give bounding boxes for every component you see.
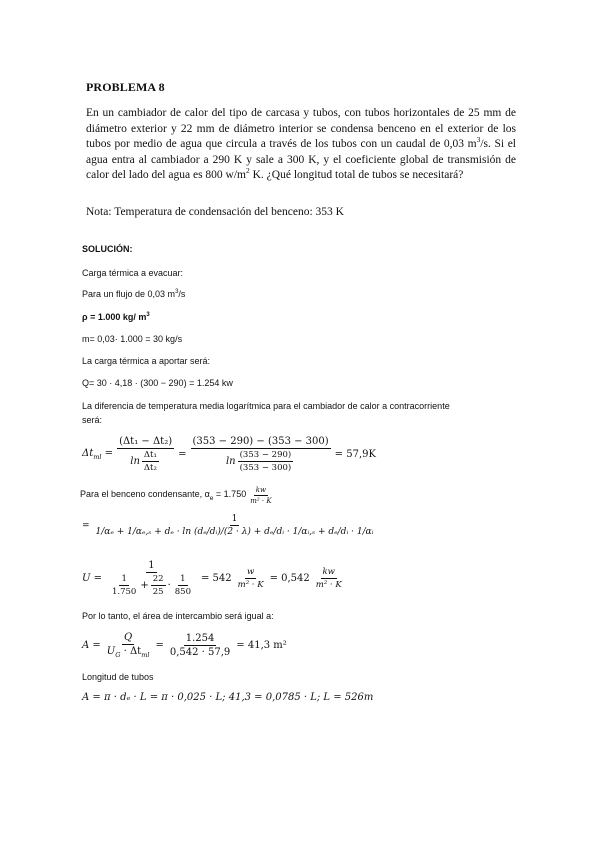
load-equation: Q= 30 · 4,18 · (300 − 290) = 1.254 kw	[82, 378, 233, 388]
area-result: = 41,3 m²	[236, 640, 287, 651]
flow-sup: 3	[175, 289, 179, 295]
problem-note: Nota: Temperatura de condensación del benceno: 353 K	[86, 206, 344, 218]
area-equation: A = $\frac{Q}{U_G \cdot \Delta t_{ml}}$ = $\frac{1.254}{0,542 \cdot 57,9}$ = 41,3 m²	[82, 632, 287, 659]
density-sup: 3	[146, 312, 150, 318]
lmtd-fraction-symbolic: (Δt₁ − Δt₂) ln $\frac{\text{Δt₁}}{\text{Δt₂}}$	[119, 436, 173, 473]
statement-text-3: K. ¿Qué longitud total de tubos se necesitará?	[249, 169, 464, 182]
area-fraction-symbolic: $\frac{Q}{U_G \cdot \Delta t_{ml}}$	[106, 632, 150, 659]
lmtd-lhs: $\Delta t_{ml}$ =	[82, 448, 114, 461]
area-intro: Por lo tanto, el área de intercambio será igual a:	[82, 611, 274, 621]
length-label: Longitud de tubos	[82, 672, 154, 682]
problem-title: PROBLEMA 8	[86, 80, 165, 94]
load-intro: La carga térmica a aportar será:	[82, 356, 211, 366]
flow-line	[82, 289, 185, 299]
u-calculation: U = 1 $\frac{1}{1.750}$ + $\frac{22}{25}$ · $\frac{1}{850}$ = 542 $\frac{w}{\text{m² · K}}$ = 0,542 $\frac{kw}{\text{m² · K}}$	[82, 560, 342, 597]
u-unit-w: $\frac{w}{\text{m² · K}}$	[237, 567, 264, 590]
benzene-unit: $\frac{kw}{\text{m² · K}}$	[250, 486, 272, 505]
density-line	[82, 312, 150, 322]
benzene-text: Para el benceno condensante, $\alpha_e = 1.750$	[80, 489, 247, 502]
statement-text-1: En un cambiador de calor del tipo de carcasa y tubos, con tubos horizontales de 25 mm de diámetro exterior y 22 mm de diámetro interior se condensa benceno en el exterior de los tubos por medio de agua que circula a través de los tubos con un caudal de 0,03 m	[86, 107, 516, 151]
problem-statement	[86, 106, 516, 184]
benzene-coefficient	[80, 486, 276, 505]
statement-sup-2: 2	[246, 166, 250, 176]
lmtd-intro-1: La diferencia de temperatura media logarítmica para el cambiador de calor a contracorriente	[82, 401, 450, 411]
density-text: ρ = 1.000 kg/ m	[82, 312, 147, 322]
lmtd-result: = 57,9K	[334, 449, 376, 460]
area-fraction-numeric: $\frac{1.254}{0,542 \cdot 57,9}$	[169, 633, 231, 658]
u-lhs: U =	[82, 573, 102, 584]
lmtd-intro-2: será:	[82, 415, 103, 425]
statement-sup-1: 3	[476, 135, 481, 145]
u-general-fraction: 1 1/αₑ + 1/αₑ,ₛ + dₑ · ln (dₑ/dᵢ)/(2 · λ) + dₑ/dᵢ · 1/αᵢ,ₛ + dₑ/dᵢ · 1/αᵢ	[95, 514, 374, 537]
solution-heading: SOLUCIÓN:	[82, 244, 133, 254]
area-lhs: A =	[82, 640, 101, 651]
flow-text: Para un flujo de 0,03 m	[82, 289, 176, 299]
u-unit-kw: $\frac{kw}{\text{m² · K}}$	[315, 567, 342, 590]
u-calc-fraction: 1 $\frac{1}{1.750}$ + $\frac{22}{25}$ · $\frac{1}{850}$	[112, 560, 191, 597]
mass-flow: m= 0,03· 1.000 = 30 kg/s	[82, 334, 183, 344]
lmtd-equation: $\Delta t_{ml}$ = (Δt₁ − Δt₂) ln $\frac{\text{Δt₁}}{\text{Δt₂}}$ = (353 − 290) − (353 − 300) ln $\frac{(353 - 290)}{(353 - 300)}$ = 57,9K	[82, 436, 376, 473]
length-equation: A = π · dₑ · L = π · 0,025 · L; 41,3 = 0,0785 · L; L = 526m	[82, 692, 374, 703]
lmtd-fraction-numeric: (353 − 290) − (353 − 300) ln $\frac{(353 - 290)}{(353 - 300)}$	[192, 436, 329, 473]
u-general-formula: = 1 1/αₑ + 1/αₑ,ₛ + dₑ · ln (dₑ/dᵢ)/(2 · λ) + dₑ/dᵢ · 1/αᵢ,ₛ + dₑ/dᵢ · 1/αᵢ	[82, 514, 374, 537]
flow-tail: /s	[178, 289, 186, 299]
statement-text-2: /s. Si el agua entra al cambiador a 290 K y sale a 300 K, y el coeficiente global de transmisión de calor del lado del agua es 800 w/m	[86, 138, 516, 182]
load-label: Carga térmica a evacuar:	[82, 268, 184, 278]
